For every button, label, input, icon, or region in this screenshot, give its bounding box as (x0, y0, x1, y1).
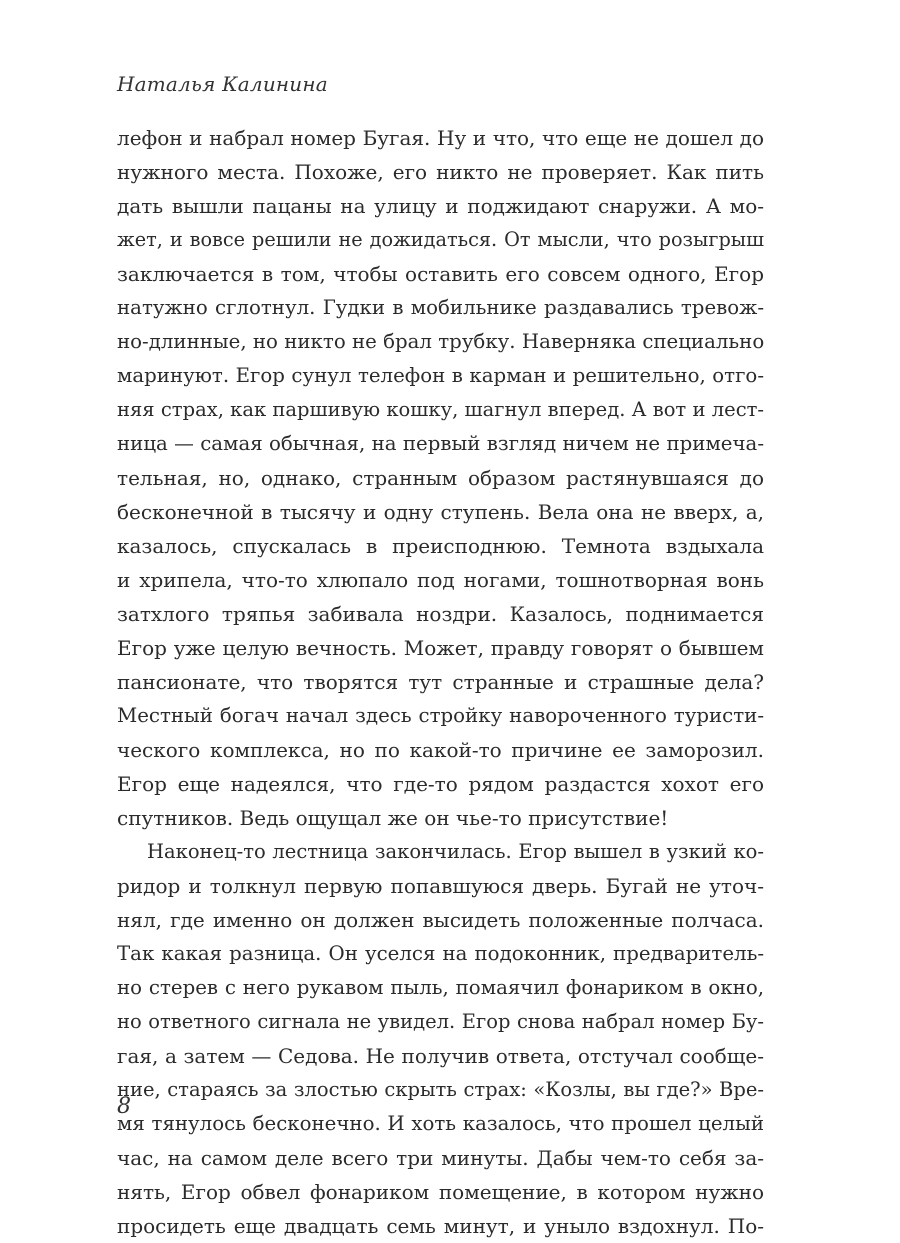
text-line: спутников. Ведь ощущал же он чье-то присутствие! (117, 806, 669, 830)
text-line: час, на самом деле всего три минуты. Дабы чем-то себя за- (117, 1146, 764, 1170)
text-line: но стерев с него рукавом пыль, помаячил фонариком в окно, (117, 976, 764, 999)
text-line: ница — самая обычная, на первый взгляд ничем не примеча- (117, 432, 764, 455)
text-line: нять, Егор обвел фонариком помещение, в котором нужно (117, 1180, 764, 1204)
text-line: но ответного сигнала не увидел. Егор снова набрал номер Бу- (117, 1010, 764, 1033)
text-line: Так какая разница. Он уселся на подоконник, предваритель- (117, 942, 764, 965)
text-line: заключается в том, чтобы оставить его совсем одного, Егор (117, 262, 764, 286)
text-line: Наконец-то лестница закончилась. Егор вышел в узкий ко- (147, 840, 764, 863)
text-line: и хрипела, что-то хлюпало под ногами, тошнотворная вонь (117, 568, 764, 592)
text-line: Егор уже целую вечность. Может, правду говорят о бывшем (117, 636, 764, 660)
text-line: пансионате, что творятся тут странные и страшные дела? (117, 670, 764, 694)
text-line: лефон и набрал номер Бугая. Ну и что, что еще не дошел до (117, 126, 764, 150)
paragraph-2 (117, 835, 764, 1243)
text-line: ние, стараясь за злостью скрыть страх: «Козлы, вы где?» Вре- (117, 1078, 764, 1101)
text-line: Егор еще надеялся, что где-то рядом раздастся хохот его (117, 772, 764, 796)
text-line: гая, а затем — Седова. Не получив ответа, отстучал сообще- (117, 1044, 764, 1068)
text-line: но-длинные, но никто не брал трубку. Наверняка специально (117, 330, 764, 353)
text-line: жет, и вовсе решили не дожидаться. От мысли, что розыгрыш (117, 228, 764, 251)
text-line: нял, где именно он должен высидеть положенные полчаса. (117, 908, 764, 932)
text-line: бесконечной в тысячу и одну ступень. Вела она не вверх, а, (117, 500, 764, 524)
text-line: ридор и толкнул первую попавшуюся дверь. Бугай не уточ- (117, 874, 764, 898)
running-head-author: Наталья Калинина (117, 72, 328, 96)
text-line: натужно сглотнул. Гудки в мобильнике раздавались тревож- (117, 296, 764, 319)
text-line: Местный богач начал здесь стройку навороченного туристи- (117, 704, 764, 727)
paragraph-1 (117, 121, 764, 835)
text-line: мя тянулось бесконечно. И хоть казалось, что прошел целый (117, 1112, 764, 1135)
text-line: казалось, спускалась в преисподнюю. Темнота вздыхала (117, 534, 764, 558)
text-line: затхлого тряпья забивала ноздри. Казалось, поднимается (117, 602, 764, 626)
text-line: дать вышли пацаны на улицу и поджидают снаружи. А мо- (117, 194, 764, 218)
body-text (117, 121, 764, 1243)
text-line: маринуют. Егор сунул телефон в карман и решительно, отго- (117, 364, 764, 387)
text-line: ческого комплекса, но по какой-то причине ее заморозил. (117, 738, 764, 762)
text-line: няя страх, как паршивую кошку, шагнул вперед. А вот и лест- (117, 398, 764, 421)
text-line: тельная, но, однако, странным образом растянувшаяся до (117, 466, 764, 490)
page-number: 8 (117, 1094, 131, 1119)
text-line: нужного места. Похоже, его никто не проверяет. Как пить (117, 160, 764, 184)
text-line: просидеть еще двадцать семь минут, и уныло вздохнул. По- (117, 1214, 764, 1238)
